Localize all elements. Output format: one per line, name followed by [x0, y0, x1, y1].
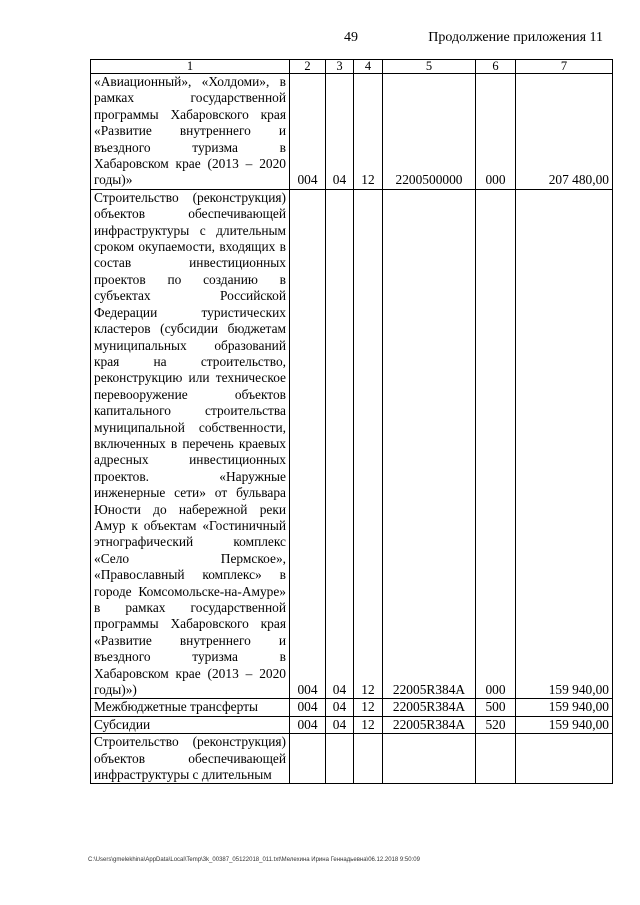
- column-header: 6: [476, 60, 516, 74]
- cell-section: 04: [326, 699, 354, 716]
- cell-expense-type: [476, 734, 516, 784]
- table-row: [91, 189, 613, 699]
- cell-amount: 159 940,00: [516, 716, 613, 733]
- cell-expense-type: 000: [476, 74, 516, 190]
- cell-subsection: 12: [354, 716, 383, 733]
- cell-ministry: 004: [290, 74, 326, 190]
- cell-amount: 159 940,00: [516, 189, 613, 699]
- column-header: 5: [383, 60, 476, 74]
- row-name: Субсидии: [91, 716, 290, 733]
- column-header: 3: [326, 60, 354, 74]
- table-row: [91, 716, 613, 733]
- continuation-label: Продолжение приложения 11: [428, 30, 603, 45]
- cell-section: 04: [326, 74, 354, 190]
- cell-expense-type: 520: [476, 716, 516, 733]
- cell-target-article: 2200500000: [383, 74, 476, 190]
- cell-amount: 207 480,00: [516, 74, 613, 190]
- cell-amount: 159 940,00: [516, 699, 613, 716]
- table-row: [91, 734, 613, 784]
- file-path-footer: C:\Users\gmelekhina\AppData\Local\Temp\3k_00387_05122018_011.txt\Мелехина Ирина Геннадьевна\06.12.2018 9:50:09: [88, 857, 420, 863]
- cell-target-article: 22005R384A: [383, 189, 476, 699]
- cell-target-article: 22005R384A: [383, 699, 476, 716]
- row-name: Строительство (реконструкция) объектов обеспечивающей инфраструктуры с длительным: [91, 734, 290, 784]
- column-header: 4: [354, 60, 383, 74]
- cell-section: 04: [326, 716, 354, 733]
- row-name: Межбюджетные трансферты: [91, 699, 290, 716]
- column-header: 2: [290, 60, 326, 74]
- cell-expense-type: 500: [476, 699, 516, 716]
- cell-subsection: 12: [354, 74, 383, 190]
- cell-ministry: 004: [290, 699, 326, 716]
- budget-table: [90, 59, 613, 784]
- cell-ministry: 004: [290, 716, 326, 733]
- cell-target-article: 22005R384A: [383, 716, 476, 733]
- page-number: 49: [344, 30, 358, 45]
- cell-target-article: [383, 734, 476, 784]
- cell-subsection: [354, 734, 383, 784]
- cell-subsection: 12: [354, 699, 383, 716]
- cell-ministry: 004: [290, 189, 326, 699]
- cell-amount: [516, 734, 613, 784]
- row-name: Строительство (реконструкция) объектов обеспечивающей инфраструктуры с длительным сроком окупаемости, входящих в состав инвестиционных проектов по созданию в субъектах Российской Федерации туристических кластеров (субсидии бюджетам муниципальных образований края на строительство, реконструкцию или техническое перевооружение объектов капитального строительства муниципальной собственности, включенных в перечень краевых адресных инвестиционных проектов. «Наружные инженерные сети» от бульвара Юности до набережной реки Амур к объектам «Гостиничный этнографический комплекс «Село Пермское», «Православный комплекс» в городе Комсомольске-на-Амуре» в рамках государственной программы Хабаровского края «Развитие внутреннего и въездного туризма в Хабаровском крае (2013 – 2020 годы)»): [91, 189, 290, 699]
- column-header: 1: [91, 60, 290, 74]
- table-header-row: [91, 60, 613, 74]
- cell-section: 04: [326, 189, 354, 699]
- table-row: [91, 699, 613, 716]
- row-name: «Авиационный», «Холдоми», в рамках государственной программы Хабаровского края «Развитие внутреннего и въездного туризма в Хабаровском крае (2013 – 2020 годы)»: [91, 74, 290, 190]
- cell-expense-type: 000: [476, 189, 516, 699]
- table-row: [91, 74, 613, 190]
- cell-ministry: [290, 734, 326, 784]
- column-header: 7: [516, 60, 613, 74]
- cell-subsection: 12: [354, 189, 383, 699]
- cell-section: [326, 734, 354, 784]
